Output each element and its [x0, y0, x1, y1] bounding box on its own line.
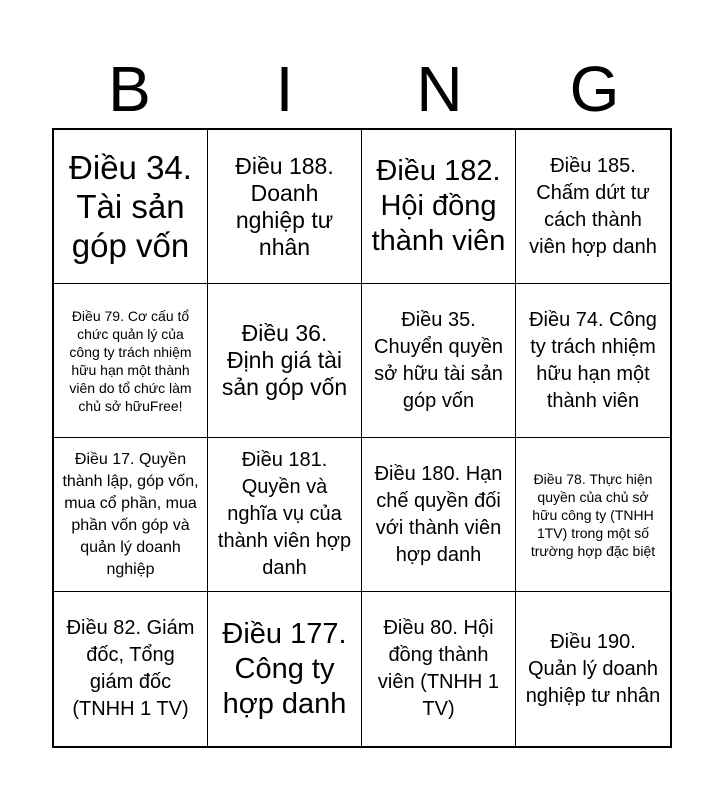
bingo-cell[interactable]	[516, 438, 670, 592]
cell-text: Điều 17. Quyền thành lập, góp vốn, mua cổ phần, mua phần vốn góp và quản lý doanh nghiệp	[62, 450, 199, 578]
cell-text: Điều 188. Doanh nghiệp tư nhân	[235, 152, 334, 260]
header-letter-g: G	[569, 53, 620, 125]
bingo-cell[interactable]	[208, 284, 362, 438]
bingo-cell[interactable]	[208, 592, 362, 746]
bingo-cell[interactable]	[54, 592, 208, 746]
header-letter-i: I	[275, 53, 294, 125]
cell-text: Điều 78. Thực hiện quyền của chủ sở hữu công ty (TNHH 1TV) trong một số trường hợp đặc biệt	[530, 470, 656, 559]
bingo-cell[interactable]	[362, 438, 516, 592]
bingo-cell[interactable]	[362, 130, 516, 284]
header-letter-n: N	[416, 53, 463, 125]
bingo-header	[52, 52, 672, 126]
header-letter-b: B	[108, 53, 151, 125]
cell-text: Điều 182. Hội đồng thành viên	[371, 155, 506, 257]
cell-text: Điều 35. Chuyển quyền sở hữu tài sản góp vốn	[374, 308, 503, 412]
cell-text: Điều 181. Quyền và nghĩa vụ của thành viên hợp danh	[217, 449, 352, 579]
cell-text: Điều 79. Cơ cấu tổ chức quản lý của công ty trách nhiệm hữu hạn một thành viên do tổ chức làm chủ sở hữuFree!	[69, 307, 192, 414]
bingo-cell[interactable]	[516, 284, 670, 438]
bingo-cell[interactable]	[54, 130, 208, 284]
bingo-cell[interactable]	[54, 284, 208, 438]
bingo-cell[interactable]	[362, 592, 516, 746]
bingo-cell[interactable]	[516, 130, 670, 284]
bingo-cell[interactable]	[54, 438, 208, 592]
cell-text: Điều 82. Giám đốc, Tổng giám đốc (TNHH 1 TV)	[66, 617, 195, 720]
cell-text: Điều 36. Định giá tài sản góp vốn	[221, 320, 348, 400]
bingo-cell[interactable]	[362, 284, 516, 438]
cell-text: Điều 34. Tài sản góp vốn	[69, 149, 192, 264]
cell-text: Điều 180. Hạn chế quyền đối với thành viên hợp danh	[374, 462, 503, 566]
bingo-cell[interactable]	[208, 130, 362, 284]
bingo-cell[interactable]	[516, 592, 670, 746]
bingo-board	[52, 128, 672, 748]
cell-text: Điều 190. Quản lý doanh nghiệp tư nhân	[525, 630, 661, 707]
cell-text: Điều 80. Hội đồng thành viên (TNHH 1 TV)	[377, 617, 500, 720]
cell-text: Điều 74. Công ty trách nhiệm hữu hạn một thành viên	[529, 308, 657, 412]
bingo-cell[interactable]	[208, 438, 362, 592]
cell-text: Điều 185. Chấm dứt tư cách thành viên hợp danh	[529, 154, 657, 258]
cell-text: Điều 177. Công ty hợp danh	[222, 617, 347, 720]
